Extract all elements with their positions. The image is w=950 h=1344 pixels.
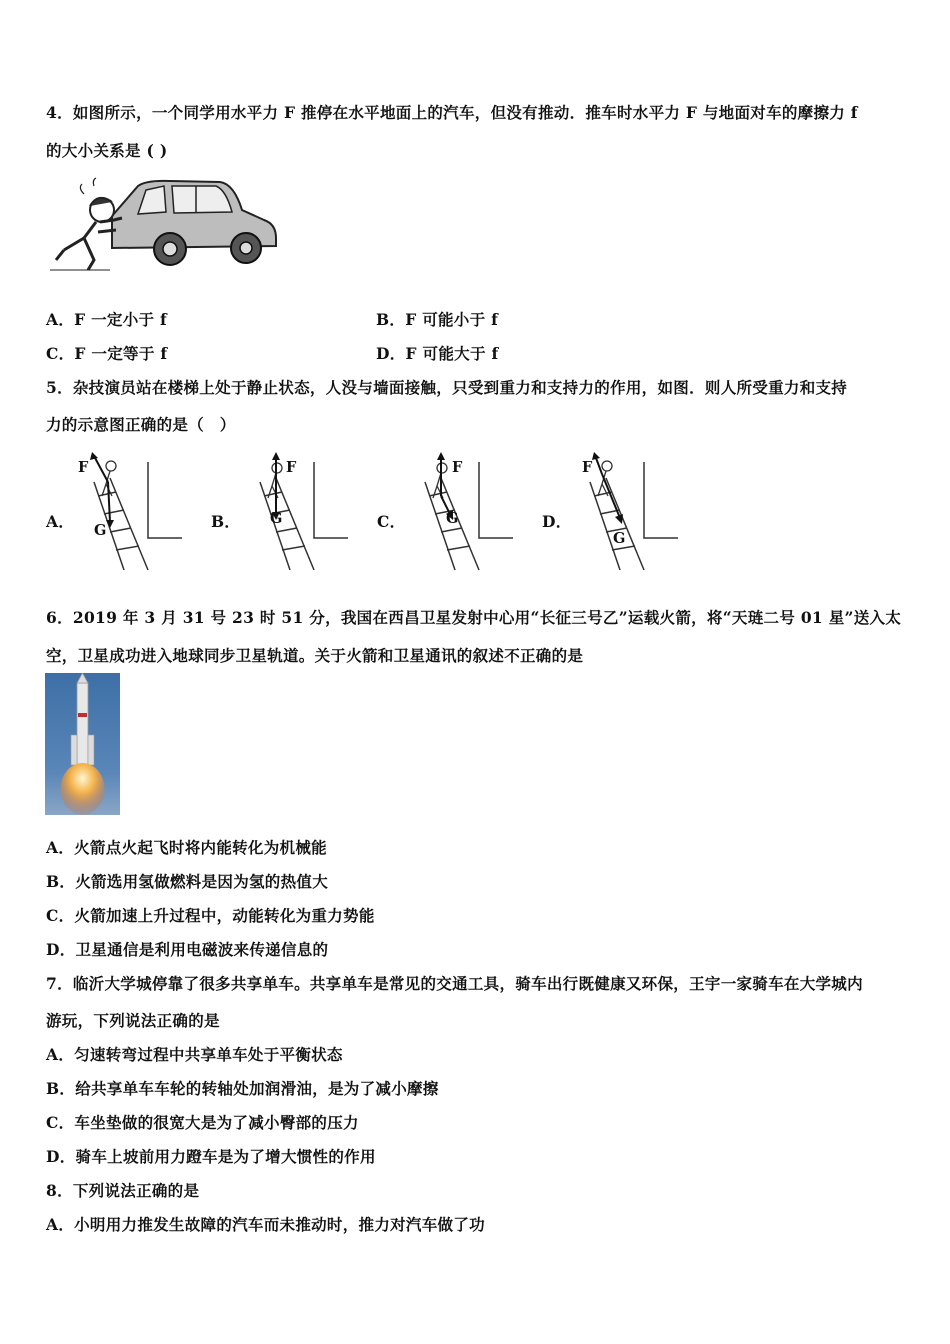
- q5d-force-g-label: G: [613, 530, 626, 547]
- q7-stem-line2: 游玩，下列说法正确的是: [46, 1011, 220, 1030]
- q4-stem-line2: 的大小关系是 ( ): [46, 141, 168, 160]
- q5c-force-f-label: F: [452, 459, 463, 476]
- q5-label-c: C．: [377, 512, 406, 531]
- q5c-force-g-label: G: [446, 510, 459, 527]
- rocket-launch-photo: [45, 673, 120, 815]
- q6-option-a: A．火箭点火起飞时将内能转化为机械能: [46, 838, 327, 857]
- q5-label-b: B．: [211, 512, 241, 531]
- q5b-force-f-label: F: [286, 459, 297, 476]
- ladder-diagram-a: [74, 452, 186, 574]
- q5a-force-g-label: G: [94, 522, 107, 539]
- q5a-force-f-label: F: [78, 459, 89, 476]
- q5-label-d: D．: [542, 512, 572, 531]
- q8-stem-line1: 8．下列说法正确的是: [46, 1181, 200, 1200]
- q8-option-a: A．小明用力推发生故障的汽车而未推动时，推力对汽车做了功: [46, 1215, 485, 1234]
- q6-option-b: B．火箭选用氢做燃料是因为氢的热值大: [46, 872, 329, 891]
- q6-stem-line1: 6．2019 年 3 月 31 号 23 时 51 分，我国在西昌卫星发射中心用“长征三号乙”运载火箭，将“天琏二号 01 星”送入太: [46, 608, 902, 627]
- q6-stem-line2: 空，卫星成功进入地球同步卫星轨道。关于火箭和卫星通讯的叙述不正确的是: [46, 646, 584, 665]
- q7-stem-line1: 7．临沂大学城停靠了很多共享单车。共享单车是常见的交通工具，骑车出行既健康又环保，王宇一家骑车在大学城内: [46, 974, 863, 993]
- q5b-force-g-label: G: [270, 510, 283, 527]
- q4-stem-line1: 4．如图所示，一个同学用水平力 F 推停在水平地面上的汽车，但没有推动．推车时水平力 F 与地面对车的摩擦力 f: [46, 103, 858, 122]
- q5-stem-line2: 力的示意图正确的是（ ）: [46, 415, 236, 434]
- q6-option-d: D．卫星通信是利用电磁波来传递信息的: [46, 940, 329, 959]
- q7-option-b: B．给共享单车车轮的转轴处加润滑油，是为了减小摩擦: [46, 1079, 439, 1098]
- q7-option-d: D．骑车上坡前用力蹬车是为了增大惯性的作用: [46, 1147, 376, 1166]
- q7-option-a: A．匀速转弯过程中共享单车处于平衡状态: [46, 1045, 343, 1064]
- q4-option-b: B．F 可能小于 f: [376, 310, 499, 329]
- pushing-car-figure: [50, 176, 282, 276]
- q6-option-c: C．火箭加速上升过程中，动能转化为重力势能: [46, 906, 375, 925]
- q4-option-c: C．F 一定等于 f: [46, 344, 168, 363]
- q5-stem-line1: 5．杂技演员站在楼梯上处于静止状态，人没与墙面接触，只受到重力和支持力的作用，如图．则人所受重力和支持: [46, 378, 848, 397]
- q5d-force-f-label: F: [582, 459, 593, 476]
- q4-option-a: A．F 一定小于 f: [46, 310, 167, 329]
- q5-label-a: A．: [46, 512, 75, 531]
- q7-option-c: C．车坐垫做的很宽大是为了减小臀部的压力: [46, 1113, 359, 1132]
- q4-option-d: D．F 可能大于 f: [376, 344, 499, 363]
